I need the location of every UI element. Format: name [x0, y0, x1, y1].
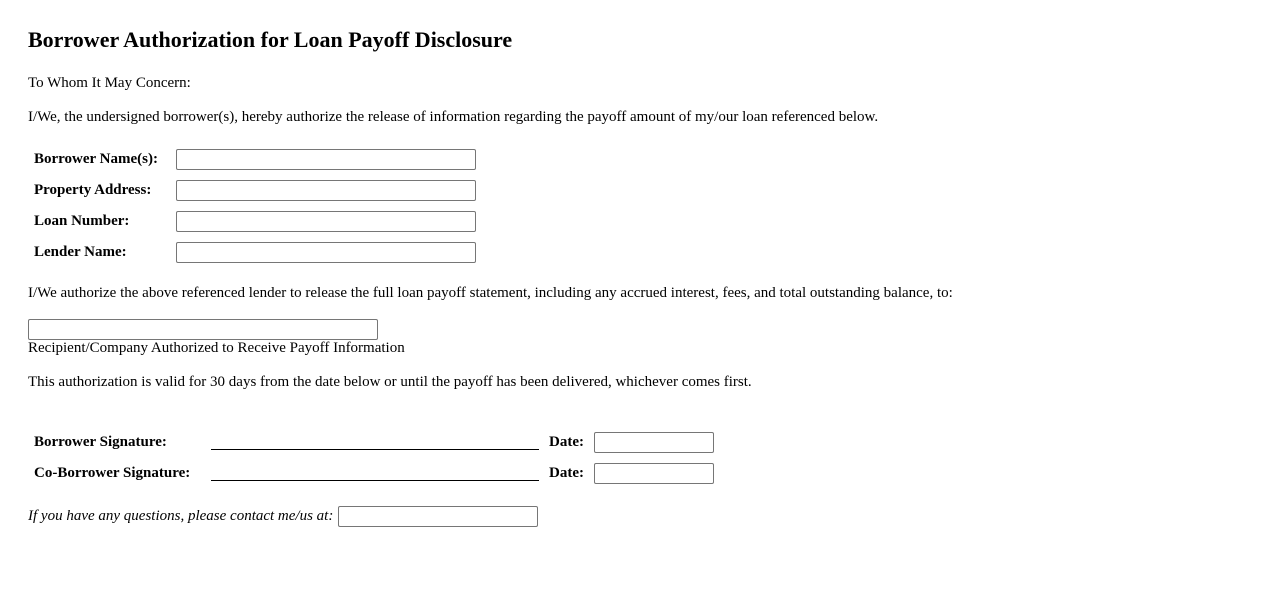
- co-borrower-date-label: Date:: [549, 465, 584, 481]
- co-borrower-date-input[interactable]: [594, 463, 714, 484]
- recipient-input[interactable]: [28, 319, 378, 340]
- borrower-name-input[interactable]: [176, 149, 476, 170]
- lender-name-input[interactable]: [176, 242, 476, 263]
- intro-paragraph: I/We, the undersigned borrower(s), hereby authorize the release of information regarding the payoff amount of my/our loan referenced below.: [28, 109, 879, 125]
- borrower-name-label: Borrower Name(s):: [34, 151, 158, 167]
- loan-number-row: [34, 211, 476, 232]
- property-address-label: Property Address:: [34, 182, 152, 198]
- page-title: Borrower Authorization for Loan Payoff Disclosure: [28, 27, 513, 52]
- co-borrower-signature-row: [34, 463, 714, 484]
- borrower-name-row: [34, 149, 476, 170]
- borrower-date-label: Date:: [549, 434, 584, 450]
- contact-row: [28, 506, 538, 527]
- borrower-signature-label: Borrower Signature:: [34, 434, 167, 450]
- borrower-signature-row: [34, 432, 714, 453]
- co-borrower-signature-line[interactable]: [211, 466, 539, 481]
- loan-number-label: Loan Number:: [34, 213, 130, 229]
- contact-input[interactable]: [338, 506, 538, 527]
- property-address-input[interactable]: [176, 180, 476, 201]
- recipient-caption: Recipient/Company Authorized to Receive Payoff Information: [28, 340, 405, 356]
- salutation: To Whom It May Concern:: [28, 75, 191, 91]
- property-address-row: [34, 180, 476, 201]
- validity-paragraph: This authorization is valid for 30 days from the date below or until the payoff has been delivered, whichever comes first.: [28, 374, 752, 390]
- contact-label: If you have any questions, please contact me/us at:: [28, 508, 334, 524]
- lender-name-label: Lender Name:: [34, 244, 127, 260]
- authorization-paragraph: I/We authorize the above referenced lender to release the full loan payoff statement, including any accrued interest, fees, and total outstanding balance, to:: [28, 285, 953, 301]
- lender-name-row: [34, 242, 476, 263]
- borrower-signature-line[interactable]: [211, 435, 539, 450]
- loan-number-input[interactable]: [176, 211, 476, 232]
- borrower-date-input[interactable]: [594, 432, 714, 453]
- co-borrower-signature-label: Co-Borrower Signature:: [34, 465, 191, 481]
